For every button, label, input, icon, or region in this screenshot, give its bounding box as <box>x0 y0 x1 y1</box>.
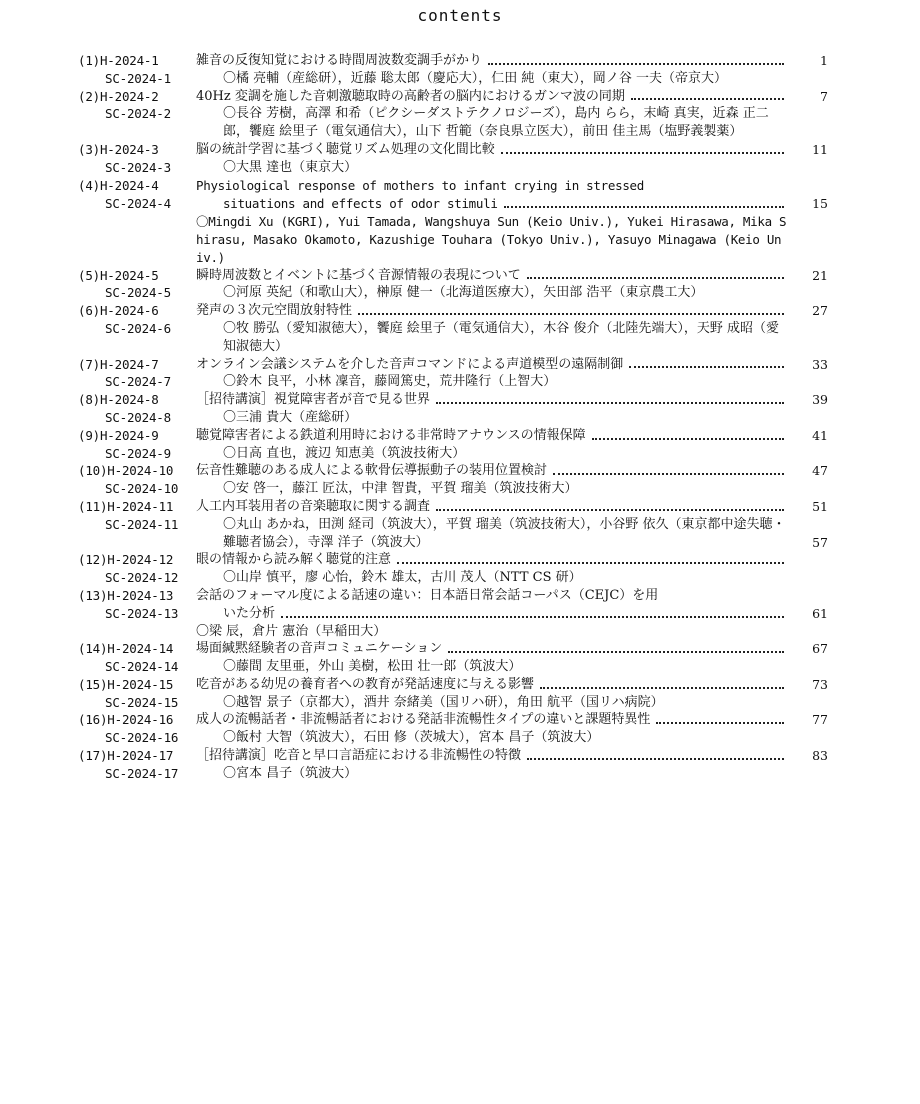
leader-dots <box>553 473 784 475</box>
entry-authors: 〇Mingdi Xu (KGRI), Yui Tamada, Wangshuya Sun (Keio Univ.), Yukei Hirasawa, Mika Shirasu, Masako Okamoto, Kazushige Touhara (Tokyo Univ.), Yasuyo Minagawa (Keio Univ.) <box>196 214 787 265</box>
entry-authors: 〇飯村 大智（筑波大），石田 修（茨城大），宮本 昌子（筑波大） <box>223 730 600 746</box>
entry-sc-number: SC-2024-13 <box>105 605 179 621</box>
leader-dots <box>540 687 784 689</box>
leader-dots <box>592 438 784 440</box>
entry-title[interactable]: ［招待講演］吃音と早口言語症における非流暢性の特徴 <box>196 748 522 764</box>
toc-entry <box>78 498 828 551</box>
leader-dots <box>629 366 784 368</box>
page-number: 83 <box>812 748 828 764</box>
leader-dots <box>527 758 784 760</box>
entry-sc-number: SC-2024-1 <box>105 70 171 86</box>
toc-entry <box>78 267 828 303</box>
entry-number: (9)H-2024-9 <box>78 427 159 443</box>
toc-entry <box>78 587 828 640</box>
page-number: 33 <box>812 356 828 372</box>
entry-title[interactable]: 成人の流暢話者・非流暢話者における発話非流暢性タイプの違いと課題特異性 <box>196 712 651 728</box>
leader-dots <box>631 98 784 100</box>
page-number: 41 <box>812 427 828 443</box>
toc-entry <box>78 391 828 427</box>
entry-title[interactable]: 脳の統計学習に基づく聴覚リズム処理の文化間比較 <box>196 141 495 157</box>
leader-dots <box>281 616 784 618</box>
entry-title[interactable]: 会話のフォーマル度による話速の違い：日本語日常会話コーパス（CEJC）を用 <box>196 587 659 603</box>
entry-title[interactable]: オンライン会議システムを介した音声コマンドによる声道模型の遠隔制御 <box>196 356 624 372</box>
page-number: 27 <box>812 303 828 319</box>
entry-sc-number: SC-2024-6 <box>105 320 171 336</box>
toc-entry <box>78 640 828 676</box>
entry-number: (13)H-2024-13 <box>78 587 174 603</box>
entry-title[interactable]: ［招待講演］視覚障害者が音で見る世界 <box>196 392 431 408</box>
entry-title[interactable]: 雑音の反復知覚における時間周波数変調手がかり <box>196 53 483 68</box>
leader-dots <box>656 722 784 724</box>
page-number: 73 <box>812 676 828 692</box>
entry-sc-number: SC-2024-15 <box>105 694 179 710</box>
entry-authors: 〇長谷 芳樹，高澤 和希（ピクシーダストテクノロジーズ），島内 らら，末崎 真実，近森 正二郎，饗庭 絵里子（電気通信大），山下 哲範（奈良県立医大），前田 佳主馬（塩野義製薬） <box>223 106 769 140</box>
entry-authors: 〇丸山 あかね，田渕 経司（筑波大），平賀 瑠美（筑波技術大），小谷野 依久（東京都中途失聴・難聴者協会），寺澤 洋子（筑波大） <box>223 516 786 550</box>
entry-sc-number: SC-2024-10 <box>105 481 179 497</box>
entry-number: (10)H-2024-10 <box>78 463 174 479</box>
entry-number: (16)H-2024-16 <box>78 712 174 728</box>
entry-authors: 〇越智 景子（京都大），酒井 奈緒美（国リハ研），角田 航平（国リハ病院） <box>223 694 664 710</box>
page-number: 51 <box>812 498 828 514</box>
entry-title[interactable]: 40Hz 変調を施した音刺激聴取時の高齢者の脳内におけるガンマ波の同期 <box>196 88 625 104</box>
entry-authors: 〇安 啓一，藤江 匠汰，中津 智貴，平賀 瑠美（筑波技術大） <box>223 481 578 497</box>
toc-entry <box>78 711 828 747</box>
page-number: 7 <box>820 88 828 104</box>
entry-number: (3)H-2024-3 <box>78 141 159 157</box>
entry-number: (17)H-2024-17 <box>78 748 174 764</box>
leader-dots <box>504 206 784 208</box>
toc-entry <box>78 462 828 498</box>
entry-title[interactable]: 場面緘黙経験者の音声コミュニケーション <box>196 641 443 657</box>
entry-title[interactable]: Physiological response of mothers to infant crying in stressed <box>196 177 644 193</box>
page-number: 47 <box>812 463 828 479</box>
toc-entry <box>78 356 828 392</box>
toc-entry <box>78 551 828 587</box>
toc-entry <box>78 141 828 177</box>
entry-sc-number: SC-2024-17 <box>105 765 179 781</box>
entry-number: (14)H-2024-14 <box>78 641 174 657</box>
leader-dots <box>358 313 784 315</box>
entry-number: (8)H-2024-8 <box>78 392 159 408</box>
entry-authors: 〇山岸 慎平，廖 心怡，鈴木 雄太，古川 茂人（NTT CS 研） <box>223 570 582 586</box>
entry-authors: 〇橘 亮輔（産総研），近藤 聡太郎（慶応大），仁田 純（東大），岡ノ谷 一夫（帝京大） <box>223 70 728 86</box>
entry-number: (1)H-2024-1 <box>78 53 159 68</box>
entry-authors: 〇日高 直也，渡辺 知恵美（筑波技術大） <box>223 445 466 461</box>
page-number: 21 <box>812 267 828 283</box>
entry-number: (7)H-2024-7 <box>78 356 159 372</box>
toc-entry <box>78 88 828 141</box>
entry-sc-number: SC-2024-16 <box>105 730 179 746</box>
contents-list <box>78 52 828 783</box>
leader-dots <box>436 509 784 511</box>
toc-entry <box>78 676 828 712</box>
entry-title[interactable]: 伝音性難聴のある成人による軟骨伝導振動子の装用位置検討 <box>196 463 548 479</box>
entry-authors: 〇藤間 友里亜，外山 美樹，松田 壮一郎（筑波大） <box>223 659 522 675</box>
entry-title[interactable]: 吃音がある幼児の養育者への教育が発話速度に与える影響 <box>196 676 535 692</box>
page-number: 15 <box>812 196 828 212</box>
page-number <box>788 551 828 569</box>
entry-title[interactable]: 眼の情報から読み解く聴覚的注意 <box>196 552 392 568</box>
entry-number: (2)H-2024-2 <box>78 88 159 104</box>
page-title: contents <box>417 6 503 25</box>
entry-sc-number: SC-2024-8 <box>105 409 171 425</box>
page-number: 77 <box>812 712 828 728</box>
entry-sc-number: SC-2024-11 <box>105 516 179 532</box>
entry-number: (5)H-2024-5 <box>78 267 159 283</box>
entry-sc-number: SC-2024-3 <box>105 159 171 175</box>
entry-number: (6)H-2024-6 <box>78 303 159 319</box>
entry-sc-number: SC-2024-14 <box>105 659 179 675</box>
entry-authors: 〇鈴木 良平，小林 凜音，藤岡篤史，荒井隆行（上智大） <box>223 374 557 390</box>
entry-title[interactable]: いた分析 <box>223 605 276 621</box>
entry-sc-number: SC-2024-2 <box>105 106 171 122</box>
page-number: 11 <box>812 141 828 157</box>
entry-sc-number: SC-2024-9 <box>105 445 171 461</box>
entry-number: (12)H-2024-12 <box>78 552 174 568</box>
toc-entry <box>78 747 828 783</box>
leader-dots <box>397 562 784 564</box>
leader-dots <box>436 402 784 404</box>
leader-dots <box>488 63 784 65</box>
page-number: 57 <box>812 534 828 550</box>
page-number: 67 <box>812 641 828 657</box>
entry-authors: 〇三浦 貴大（産総研） <box>223 409 358 425</box>
entry-title[interactable]: 瞬時周波数とイベントに基づく音源情報の表現について <box>196 267 521 283</box>
leader-dots <box>448 651 784 653</box>
entry-sc-number: SC-2024-7 <box>105 374 171 390</box>
entry-sc-number: SC-2024-4 <box>105 196 171 212</box>
entry-title[interactable]: situations and effects of odor stimuli <box>223 196 498 212</box>
entry-title[interactable]: 人工内耳装用者の音楽聴取に関する調査 <box>196 498 431 514</box>
entry-number: (11)H-2024-11 <box>78 498 174 514</box>
page-number: 1 <box>820 53 828 68</box>
leader-dots <box>527 277 784 279</box>
entry-sc-number: SC-2024-5 <box>105 285 171 301</box>
entry-number: (15)H-2024-15 <box>78 676 174 692</box>
entry-authors: 〇河原 英紀（和歌山大），榊原 健一（北海道医療大），矢田部 浩平（東京農工大） <box>223 285 704 301</box>
toc-entry <box>78 177 828 267</box>
entry-title[interactable]: 聴覚障害者による鉄道利用時における非常時アナウンスの情報保障 <box>196 427 586 443</box>
toc-entry <box>78 52 828 88</box>
entry-authors: 〇梁 辰，倉片 憲治（早稲田大） <box>196 623 387 639</box>
page-number: 39 <box>812 392 828 408</box>
entry-authors: 〇宮本 昌子（筑波大） <box>223 765 358 781</box>
entry-authors: 〇大黒 達也（東京大） <box>223 159 358 175</box>
page-number: 61 <box>812 605 828 621</box>
toc-entry <box>78 302 828 355</box>
leader-dots <box>501 152 784 154</box>
entry-authors: 〇牧 勝弘（愛知淑徳大），饗庭 絵里子（電気通信大），木谷 俊介（北陸先端大），天野 成昭（愛知淑徳大） <box>223 320 780 354</box>
entry-number: (4)H-2024-4 <box>78 177 159 193</box>
entry-title[interactable]: 発声の３次元空間放射特性 <box>196 303 353 319</box>
toc-entry <box>78 427 828 463</box>
entry-sc-number: SC-2024-12 <box>105 570 179 586</box>
